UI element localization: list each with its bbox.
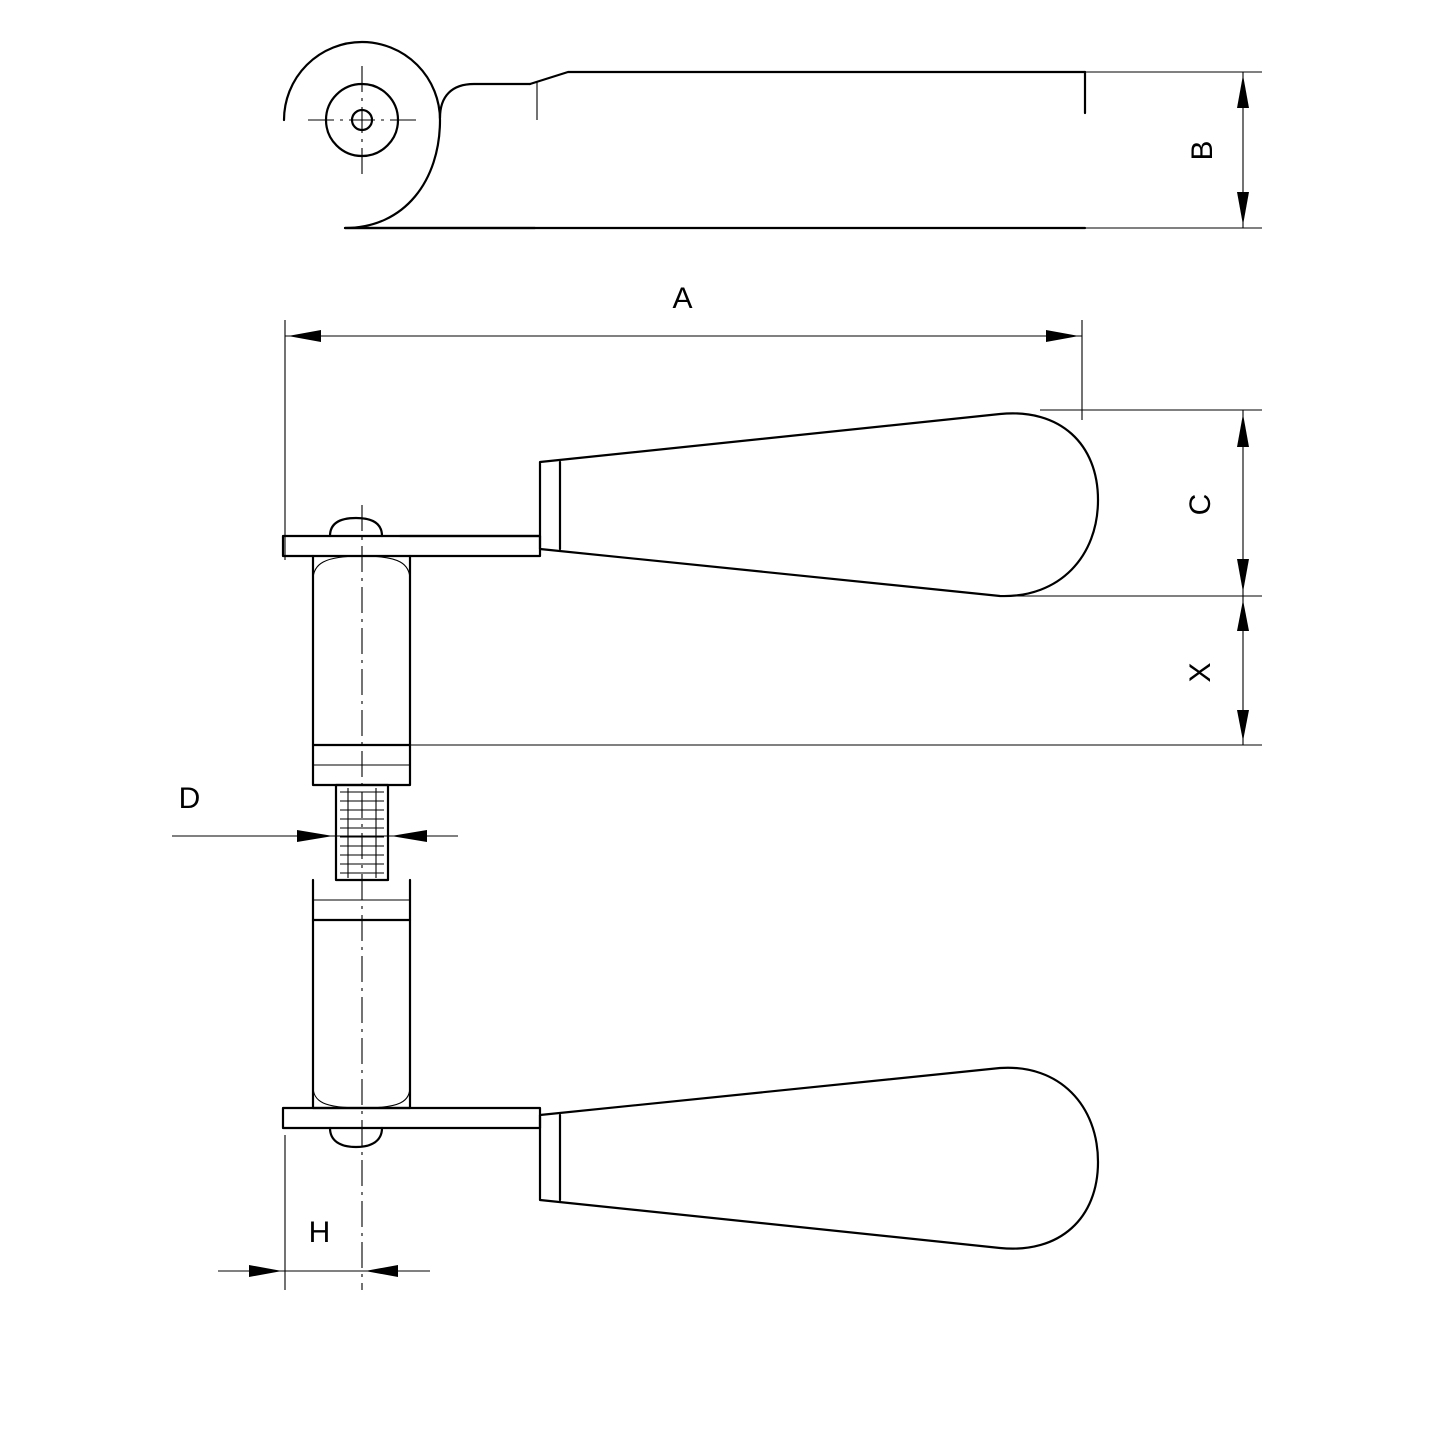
dimension-B-label: B xyxy=(1186,139,1219,161)
dimension-A-label: A xyxy=(672,282,694,315)
dimension-D-label: D xyxy=(178,782,202,815)
dimension-D-arrow-right xyxy=(391,830,427,842)
dimension-H-arrow-right xyxy=(365,1265,398,1277)
dimension-X-arrow-bottom xyxy=(1237,710,1249,741)
dimension-D xyxy=(172,782,458,870)
side-view-upper xyxy=(283,413,1098,880)
dimension-C-label: C xyxy=(1184,492,1217,516)
dimension-H-arrow-left xyxy=(249,1265,282,1277)
dimension-H-label: H xyxy=(308,1216,332,1249)
dimension-X-arrow-top xyxy=(1237,600,1249,631)
top-view-handle-upper-edge xyxy=(530,72,1085,84)
dimension-A-arrow-right xyxy=(1046,330,1079,342)
dimension-X xyxy=(410,596,1262,745)
side-view-lower xyxy=(283,880,1098,1249)
upper-flange-boss xyxy=(330,518,382,536)
lower-handle-body xyxy=(540,1068,1098,1249)
dimension-A xyxy=(285,282,1082,560)
dimension-B xyxy=(1085,72,1262,228)
dimension-D-arrow-left xyxy=(297,830,333,842)
lower-flange-plate xyxy=(283,1108,540,1128)
top-view-cam-body xyxy=(284,42,535,228)
upper-flange-plate xyxy=(283,536,540,556)
dimension-C-arrow-bottom xyxy=(1237,559,1249,592)
top-view xyxy=(284,42,1085,228)
dimension-C-arrow-top xyxy=(1237,414,1249,447)
top-view-cam-scoop xyxy=(440,84,530,118)
dimension-X-label: X xyxy=(1184,661,1217,683)
upper-handle-body xyxy=(540,413,1098,596)
dimension-B-arrow-top xyxy=(1237,75,1249,108)
lower-flange-boss xyxy=(330,1128,382,1147)
dimension-C xyxy=(1005,410,1262,596)
dimension-H xyxy=(218,1135,430,1290)
dimension-A-arrow-left xyxy=(288,330,321,342)
dimension-B-arrow-bottom xyxy=(1237,192,1249,225)
